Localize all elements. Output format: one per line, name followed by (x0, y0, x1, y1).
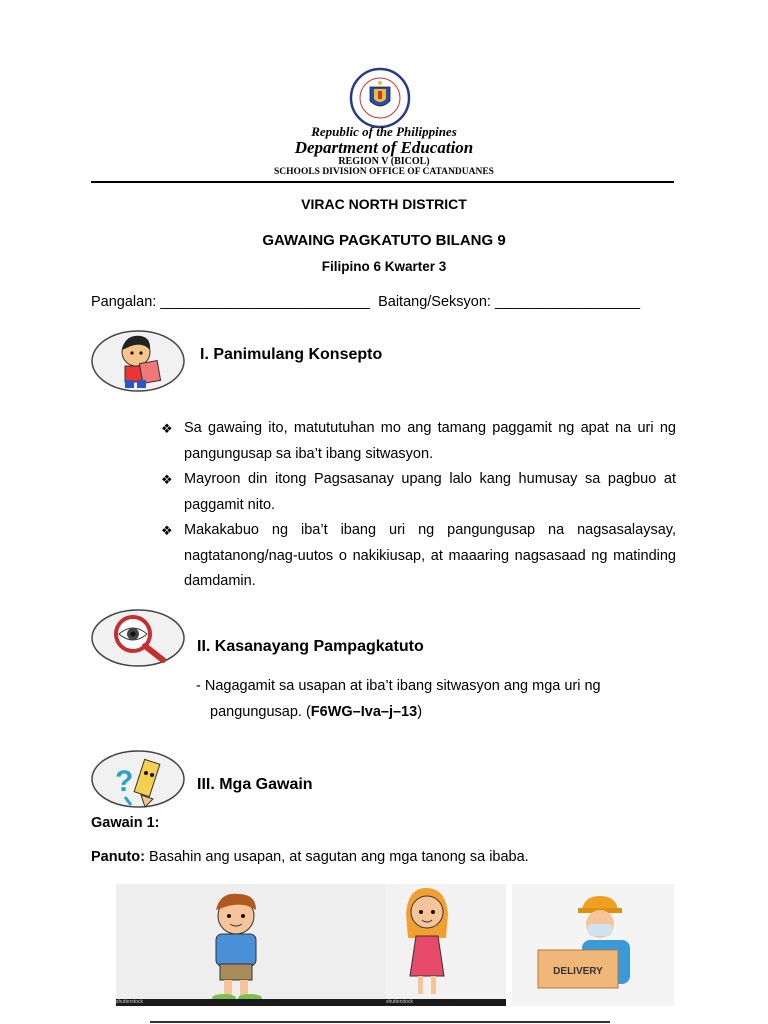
diamond-bullet-icon: ❖ (161, 472, 173, 487)
delivery-man-illustration (512, 884, 674, 1006)
list-item: ❖ Makakabuo ng iba’t ibang uri ng pangungusap na nagsasalaysay, nagtatanong/nag-uutos o nakikiusap, at maaaring nagsasaad ng matinding damdamin. (160, 518, 676, 595)
learning-competency-text (196, 673, 656, 725)
header-divider (91, 181, 674, 183)
district-label: VIRAC NORTH DISTRICT (301, 196, 467, 212)
delivery-box-label: DELIVERY (553, 966, 603, 977)
competency-line: pangungusap. (F6WG–Iva–j–13) (210, 704, 423, 720)
student-info-line (91, 294, 640, 310)
republic-label: Republic of the Philippines (311, 124, 457, 139)
girl-illustration (386, 884, 506, 1006)
delivery-man-icon (512, 884, 674, 1006)
competency-code: F6WG–Iva–j–13 (310, 704, 418, 720)
boy-illustration (116, 884, 386, 1006)
section-heading-panimulang-konsepto: I. Panimulang Konsepto (200, 346, 383, 363)
concept-bullet-list (160, 416, 676, 595)
list-item: ❖ Mayroon din itong Pagsasanay upang lalo kang humusay sa pagbuo at paggamit nito. (160, 467, 676, 518)
grade-section-label: Baitang/Seksyon: (378, 294, 495, 310)
activity-label: Gawain 1: (91, 815, 160, 831)
diamond-bullet-icon: ❖ (161, 421, 173, 436)
kid-reading-icon (91, 322, 186, 400)
region-label: REGION V (BICOL) (338, 156, 430, 167)
name-field[interactable]: __________________________ (160, 294, 371, 310)
instructions-label: Panuto: (91, 849, 145, 865)
page-subtitle: Filipino 6 Kwarter 3 (321, 259, 447, 274)
boy-image-watermark: shutterstock (116, 999, 386, 1006)
deped-seal-logo (346, 67, 414, 129)
list-item: ❖ Sa gawaing ito, matututuhan mo ang tamang paggamit ng apat na uri ng pangungusap sa iba’t ibang sitwasyon. (160, 416, 676, 467)
instructions (91, 849, 529, 865)
grade-section-field[interactable]: __________________ (494, 294, 641, 310)
svg-text:?: ? (115, 765, 134, 798)
magnifier-eye-icon (91, 602, 186, 680)
bottom-divider (150, 1021, 610, 1023)
instructions-text: Basahin ang usapan, at sagutan ang mga tanong sa ibaba. (144, 849, 529, 865)
division-label: SCHOOLS DIVISION OFFICE OF CATANDUANES (274, 167, 494, 177)
section-heading-kasanayang-pampagkatuto: II. Kasanayang Pampagkatuto (197, 638, 424, 655)
girl-character-icon (386, 884, 506, 1006)
boy-character-icon (116, 884, 386, 1006)
diamond-bullet-icon: ❖ (161, 523, 173, 538)
competency-line: - Nagagamit sa usapan at iba’t ibang sitwasyon ang mga uri ng (196, 678, 601, 694)
pencil-question-icon (91, 745, 186, 823)
page-title: GAWAING PAGKATUTO BILANG 9 (262, 232, 506, 249)
girl-image-watermark: shutterstock (386, 999, 506, 1006)
department-label: Department of Education (294, 138, 474, 157)
name-label: Pangalan: (91, 294, 161, 310)
section-heading-mga-gawain: III. Mga Gawain (197, 776, 313, 793)
